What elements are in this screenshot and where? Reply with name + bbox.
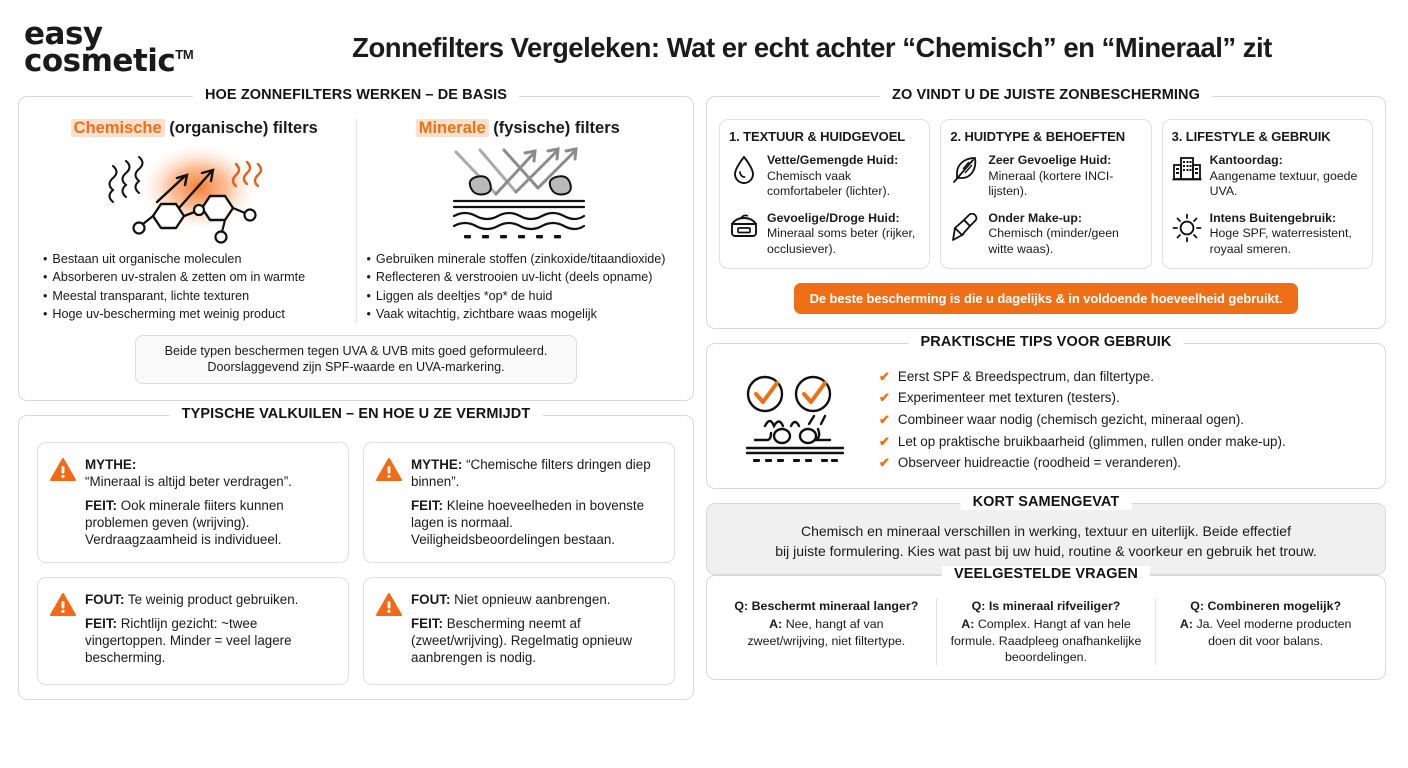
finder-item-text: Mineraal soms beter (rijker, occlusiever). [767,226,916,257]
faq-answer-label: A: [961,617,975,632]
list-item: • Absorberen uv-stralen & zetten om in warmte [43,268,346,286]
pitfall-label: FOUT: [411,591,451,607]
pitfalls-panel-title: TYPISCHE VALKUILEN – EN HOE U ZE VERMIJDT [170,406,543,422]
list-item [879,409,1367,431]
finder-item-label: Gevoelige/Droge Huid: [767,210,900,225]
finder-card-skintype [940,119,1151,269]
list-item [879,452,1367,474]
summary-panel-title: KORT SAMENGEVAT [961,494,1132,510]
mineral-filters-column [357,119,680,323]
page-header [0,0,1408,96]
faq-item [936,598,1156,665]
warning-triangle-icon [376,593,402,671]
check-icon: ✔ [879,390,890,406]
pitfall-claim: Te weinig product gebruiken. [127,591,299,607]
mineral-bullet-list [367,250,670,323]
mineral-heading-rest: (fysische) filters [493,119,620,137]
finder-item-text: Chemisch (minder/geen witte waas). [988,226,1119,257]
makeup-brush-icon [950,211,980,243]
sun-icon [1172,211,1202,243]
best-protection-banner: De beste bescherming is die u dagelijks & in voldoende hoeveelheid gebruikt. [794,283,1299,314]
faq-item [1155,598,1375,665]
pitfall-label: MYTHE: [85,456,137,472]
list-item: • Liggen als deeltjes *op* de huid [367,287,670,305]
tips-panel-title: PRAKTISCHE TIPS VOOR GEBRUIK [909,334,1184,350]
chemical-filter-diagram-icon [43,144,346,244]
tips-list [879,366,1367,475]
brand-logo-line1: easy [24,16,103,53]
faq-answer: Nee, hangt af van zweet/wrijving, niet filtertype. [747,617,906,648]
warning-triangle-icon [50,593,76,671]
warning-triangle-icon [50,458,76,549]
finder-item-label: Zeer Gevoelige Huid: [988,153,1112,167]
list-item: • Meestal transparant, lichte texturen [43,287,346,305]
pitfall-fact-label: FEIT: [411,498,443,514]
list-item [879,431,1367,453]
list-item [879,387,1367,409]
finder-item-label: Onder Make-up: [988,210,1082,225]
faq-answer: Ja. Veel moderne producten doen dit voor balans. [1196,617,1352,648]
tips-panel [706,333,1386,490]
pitfall-fact: Kleine hoeveelheden in bovenste lagen is normaal. Veiligheidsbeoordelingen bestaan. [411,498,645,548]
finder-panel-title: ZO VINDT U DE JUISTE ZONBESCHERMING [880,87,1212,103]
tip-text: Observeer huidreactie (roodheid = veranderen). [897,455,1182,471]
left-column [18,87,694,714]
finder-item-label: Intens Buitengebruik: [1209,210,1337,225]
finder-card-lifestyle [1162,119,1373,269]
tip-text: Eerst SPF & Breedspectrum, dan filtertype. [897,368,1154,384]
pitfall-card [363,577,675,685]
faq-item [717,598,936,665]
pitfall-claim: “Chemische filters dringen diep binnen”. [411,456,651,489]
basics-panel-title: HOE ZONNEFILTERS WERKEN – DE BASIS [193,87,519,103]
summary-panel [706,494,1386,575]
mineral-filters-heading [367,119,670,138]
pitfall-card [363,442,675,563]
pitfall-label: MYTHE: [411,456,463,472]
chemical-filters-column [33,119,357,323]
office-building-icon [1172,153,1202,183]
faq-question: Q: Is mineraal rifveiliger? [971,599,1121,614]
brand-logo [24,16,236,79]
finder-item-label: Vette/Gemengde Huid: [767,153,899,167]
finder-item-text: Hoge SPF, waterresistent, royaal smeren. [1209,226,1352,257]
pitfall-card [37,577,349,685]
pitfall-fact: Bescherming neemt af (zweet/wrijving). Regelmatig opnieuw aanbrengen is nodig. [411,615,633,665]
faq-answer-label: A: [1179,617,1193,632]
trademark-symbol: TM [175,47,194,63]
faq-question: Q: Beschermt mineraal langer? [734,599,919,614]
chemical-bullet-list [43,250,346,323]
basics-note [135,335,577,384]
mineral-highlight-word: Minerale [416,119,489,137]
pitfall-claim: “Mineraal is altijd beter verdragen”. [85,473,292,489]
finder-card-heading: 1. TEXTUUR & HUIDGEVOEL [729,129,906,144]
pitfall-fact-label: FEIT: [85,498,117,514]
feather-icon [950,153,980,185]
basics-note-line2: Doorslaggevend zijn SPF-waarde en UVA-markering. [207,360,505,375]
finder-item-text: Chemisch vaak comfortabeler (lichter). [767,168,891,199]
finder-panel [706,87,1386,329]
tip-text: Experimenteer met texturen (testers). [897,390,1120,406]
pitfall-label: FOUT: [85,591,125,607]
list-item: • Gebruiken minerale stoffen (zinkoxide/titaandioxide) [367,250,670,268]
chemical-heading-rest: (organische) filters [169,119,318,137]
finder-item-text: Mineraal (kortere INCI-lijsten). [988,168,1114,199]
pitfall-claim: Niet opnieuw aanbrengen. [454,591,611,607]
finder-card-texture [719,119,930,269]
check-icon: ✔ [879,412,890,428]
pitfall-fact-label: FEIT: [411,615,443,631]
page-title: Zonnefilters Vergeleken: Wat er echt achter “Chemisch” en “Mineraal” zit [352,31,1272,63]
check-icon: ✔ [879,433,890,449]
finder-card-heading: 2. HUIDTYPE & BEHOEFTEN [950,129,1125,144]
summary-line2: bij juiste formulering. Kies wat past bij uw huid, routine & voorkeur en gebruik het trouw. [775,542,1317,559]
faq-panel-title: VEELGESTELDE VRAGEN [942,566,1150,582]
faq-panel [706,566,1386,680]
chemical-filters-heading [43,119,346,138]
tip-text: Let op praktische bruikbaarheid (glimmen, rullen onder make-up). [897,433,1286,449]
pitfall-fact: Ook minerale fiiters kunnen problemen geven (wrijving). Verdraagzaamheid is individueel. [85,498,284,548]
finder-card-heading: 3. LIFESTYLE & GEBRUIK [1171,129,1331,144]
pitfall-card [37,442,349,563]
water-drop-icon [729,153,759,185]
basics-note-line1: Beide typen beschermen tegen UVA & UVB mits goed geformuleerd. [164,344,548,358]
pitfalls-panel [18,405,694,700]
chemical-highlight-word: Chemische [71,119,165,137]
right-column [706,87,1386,694]
list-item: • Vaak witachtig, zichtbare waas mogelijk [367,305,670,323]
mineral-filter-diagram-icon [367,144,670,244]
summary-line1: Chemisch en mineraal verschillen in werking, textuur en uiterlijk. Beide effectief [801,523,1291,540]
faq-question: Q: Combineren mogelijk? [1190,599,1342,614]
basics-panel [18,87,694,401]
faq-answer: Complex. Hangt af van hele formule. Raadpleeg onafhankelijke beoordelingen. [950,617,1142,664]
cream-jar-icon [729,211,759,239]
tip-text: Combineer waar nodig (chemisch gezicht, mineraal ogen). [897,412,1244,428]
list-item [879,366,1367,388]
finder-item-label: Kantoordag: [1209,153,1283,167]
faq-answer-label: A: [769,617,783,632]
list-item: • Hoge uv-bescherming met weinig product [43,305,346,323]
warning-triangle-icon [376,458,402,549]
check-icon: ✔ [879,455,890,471]
list-item: • Reflecteren & verstrooien uv-licht (deels opname) [367,268,670,286]
two-checkmarks-face-icon [725,374,865,466]
brand-logo-line2: cosmetic [24,43,176,79]
pitfall-fact-label: FEIT: [85,615,117,631]
check-icon: ✔ [879,368,890,384]
pitfall-fact: Richtlijn gezicht: ~twee vingertoppen. Minder = veel lagere bescherming. [85,615,292,665]
list-item: • Bestaan uit organische moleculen [43,250,346,268]
finder-item-text: Aangename textuur, goede UVA. [1209,168,1358,199]
